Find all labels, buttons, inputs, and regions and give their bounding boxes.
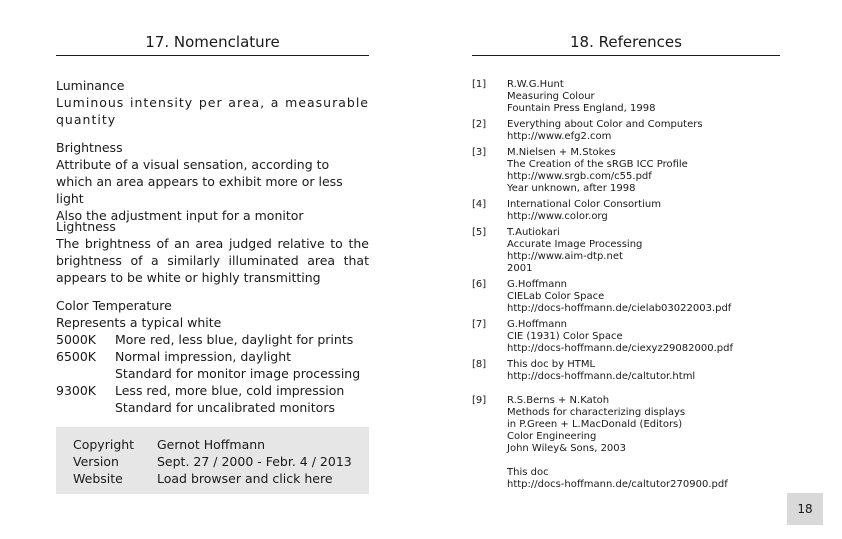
reference-body — [507, 79, 780, 115]
reference-item — [472, 279, 780, 315]
reference-item — [472, 79, 780, 115]
reference-line: T.Autiokari — [507, 227, 560, 238]
reference-number: [2] — [472, 119, 487, 130]
term-brightness — [56, 139, 369, 224]
info-value: Gernot Hoffmann — [157, 437, 266, 452]
reference-link[interactable]: http://docs-hoffmann.de/ciexyz29082000.pdf — [507, 343, 733, 354]
term-luminance — [56, 77, 369, 128]
reference-line: CIELab Color Space — [507, 291, 605, 302]
reference-link[interactable]: http://docs-hoffmann.de/cielab03022003.pdf — [507, 303, 732, 314]
reference-line: This doc by HTML — [507, 359, 596, 370]
reference-link[interactable]: http://docs-hoffmann.de/caltutor270900.pdf — [507, 479, 728, 490]
color-temp-key — [56, 365, 115, 382]
color-temp-row — [56, 399, 369, 416]
reference-item — [472, 319, 780, 355]
reference-line: CIE (1931) Color Space — [507, 331, 623, 342]
reference-line: Accurate Image Processing — [507, 239, 643, 250]
reference-line: R.S.Berns + N.Katoh — [507, 395, 610, 406]
info-value: Sept. 27 / 2000 - Febr. 4 / 2013 — [157, 454, 352, 469]
info-key: Version — [73, 454, 119, 469]
reference-line: John Wiley& Sons, 2003 — [507, 443, 627, 454]
reference-link[interactable]: http://docs-hoffmann.de/caltutor.html — [507, 371, 696, 382]
color-temp-value: Less red, more blue, cold impression — [115, 383, 345, 398]
info-row-version — [73, 453, 352, 470]
color-temp-value: Normal impression, daylight — [115, 349, 292, 364]
reference-line: Measuring Colour — [507, 91, 595, 102]
color-temp-key: 9300K — [56, 383, 97, 398]
color-temp-key: 5000K — [56, 332, 97, 347]
reference-item — [472, 227, 780, 275]
term-definition: Attribute of a visual sensation, according to which an area appears to exhibit more or less light Also the adjustment input for a monitor — [56, 157, 343, 223]
reference-item — [472, 199, 780, 223]
page-number: 18 — [787, 493, 823, 525]
info-row-website — [73, 470, 333, 487]
color-temp-row — [56, 331, 369, 348]
reference-body — [507, 279, 780, 315]
reference-number: [3] — [472, 147, 487, 158]
reference-line: G.Hoffmann — [507, 319, 567, 330]
reference-link[interactable]: http://www.aim-dtp.net — [507, 251, 623, 262]
term-definition: Luminous intensity per area, a measurable quantity — [56, 95, 369, 127]
nomenclature-title: 17. Nomenclature — [145, 33, 280, 51]
reference-item — [472, 359, 780, 383]
reference-number: [5] — [472, 227, 487, 238]
references-title: 18. References — [570, 33, 682, 51]
reference-body — [507, 319, 780, 355]
reference-body — [507, 119, 780, 143]
info-key: Website — [73, 471, 123, 486]
reference-link[interactable]: http://www.color.org — [507, 211, 608, 222]
term-label: Brightness — [56, 140, 123, 155]
reference-number: [7] — [472, 319, 487, 330]
nomenclature-rule — [56, 55, 369, 56]
references-rule — [472, 55, 780, 56]
color-temp-row — [56, 365, 369, 382]
color-temp-key: 6500K — [56, 349, 97, 364]
reference-line: International Color Consortium — [507, 199, 661, 210]
info-box — [56, 427, 369, 494]
info-key: Copyright — [73, 437, 135, 452]
reference-line: R.W.G.Hunt — [507, 79, 564, 90]
reference-line: 2001 — [507, 263, 533, 274]
color-temp-value: Standard for monitor image processing — [115, 366, 361, 381]
term-definition: Represents a typical white — [56, 315, 222, 330]
reference-number: [4] — [472, 199, 487, 210]
color-temp-row — [56, 348, 369, 365]
reference-line: Methods for characterizing displays — [507, 407, 686, 418]
reference-link[interactable]: http://www.efg2.com — [507, 131, 612, 142]
term-lightness — [56, 218, 369, 286]
term-label: Luminance — [56, 78, 125, 93]
reference-line: The Creation of the sRGB ICC Profile — [507, 159, 688, 170]
color-temp-value: Standard for uncalibrated monitors — [115, 400, 335, 415]
reference-body — [507, 147, 780, 195]
website-link[interactable]: Load browser and click here — [157, 471, 333, 486]
color-temp-row — [56, 382, 369, 399]
reference-number: [6] — [472, 279, 487, 290]
reference-number: [8] — [472, 359, 487, 370]
reference-number: [9] — [472, 395, 487, 406]
reference-item — [472, 395, 780, 491]
reference-line: M.Nielsen + M.Stokes — [507, 147, 616, 158]
reference-link[interactable]: http://www.srgb.com/c55.pdf — [507, 171, 652, 182]
reference-line: This doc — [507, 467, 549, 478]
reference-body — [507, 395, 780, 491]
reference-line: in P.Green + L.MacDonald (Editors) — [507, 419, 683, 430]
reference-line: G.Hoffmann — [507, 279, 567, 290]
reference-line: Year unknown, after 1998 — [507, 183, 636, 194]
color-temp-key — [56, 399, 115, 416]
info-row-copyright — [73, 436, 265, 453]
reference-item — [472, 147, 780, 195]
reference-line — [507, 455, 780, 467]
reference-line: Everything about Color and Computers — [507, 119, 703, 130]
reference-line: Color Engineering — [507, 431, 597, 442]
reference-body — [507, 227, 780, 275]
term-definition: The brightness of an area judged relative to the brightness of a similarly illuminated area that appears to be white or highly transmitting — [56, 236, 369, 285]
reference-body — [507, 359, 780, 383]
term-label: Color Temperature — [56, 298, 172, 313]
reference-body — [507, 199, 780, 223]
reference-number: [1] — [472, 79, 487, 90]
term-label: Lightness — [56, 219, 116, 234]
reference-item — [472, 119, 780, 143]
reference-line: Fountain Press England, 1998 — [507, 103, 656, 114]
term-color-temperature — [56, 297, 369, 416]
color-temp-value: More red, less blue, daylight for prints — [115, 332, 354, 347]
